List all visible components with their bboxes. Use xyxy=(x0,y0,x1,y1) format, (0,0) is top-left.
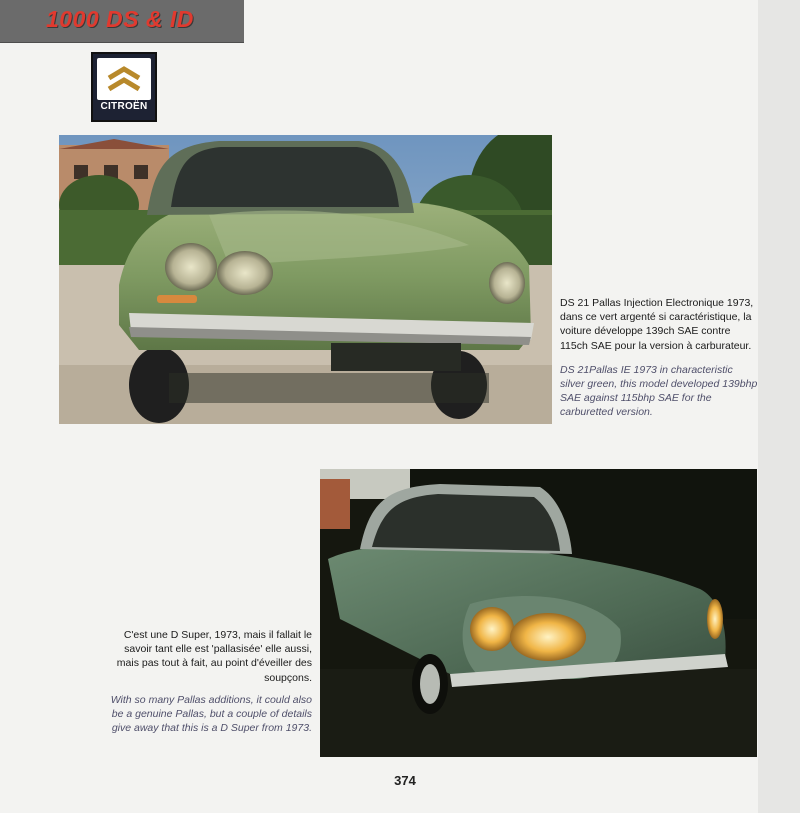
caption-top xyxy=(560,296,760,420)
photo-d-super xyxy=(320,469,757,757)
caption-top-french: DS 21 Pallas Injection Electronique 1973, dans ce vert argenté si caractéristique, la voiture développe 139ch SAE contre 115ch SAE pour la version à carburateur. xyxy=(560,297,754,352)
caption-bottom xyxy=(108,628,312,735)
logo-wordmark: CITROËN xyxy=(100,101,148,112)
citroen-logo xyxy=(91,52,157,122)
header-banner xyxy=(0,0,244,43)
caption-bottom-french: C'est une D Super, 1973, mais il fallait le savoir tant elle est 'pallasisée' elle aussi, mais pas tout à fait, au point d'éveiller des soupçons. xyxy=(116,629,312,684)
photo-ds21-pallas xyxy=(59,135,552,424)
page-number: 374 xyxy=(394,773,416,788)
page-edge xyxy=(758,0,800,813)
caption-top-english: DS 21Pallas IE 1973 in characteristic silver green, this model developed 139bhp SAE against 115bhp SAE for the carburetted version. xyxy=(560,363,758,419)
book-title: 1000 DS & ID xyxy=(46,6,194,32)
double-chevron-icon xyxy=(97,58,151,100)
caption-bottom-english: With so many Pallas additions, it could also be a genuine Pallas, but a couple of details give away that this is a D Super from 1973. xyxy=(110,693,312,735)
